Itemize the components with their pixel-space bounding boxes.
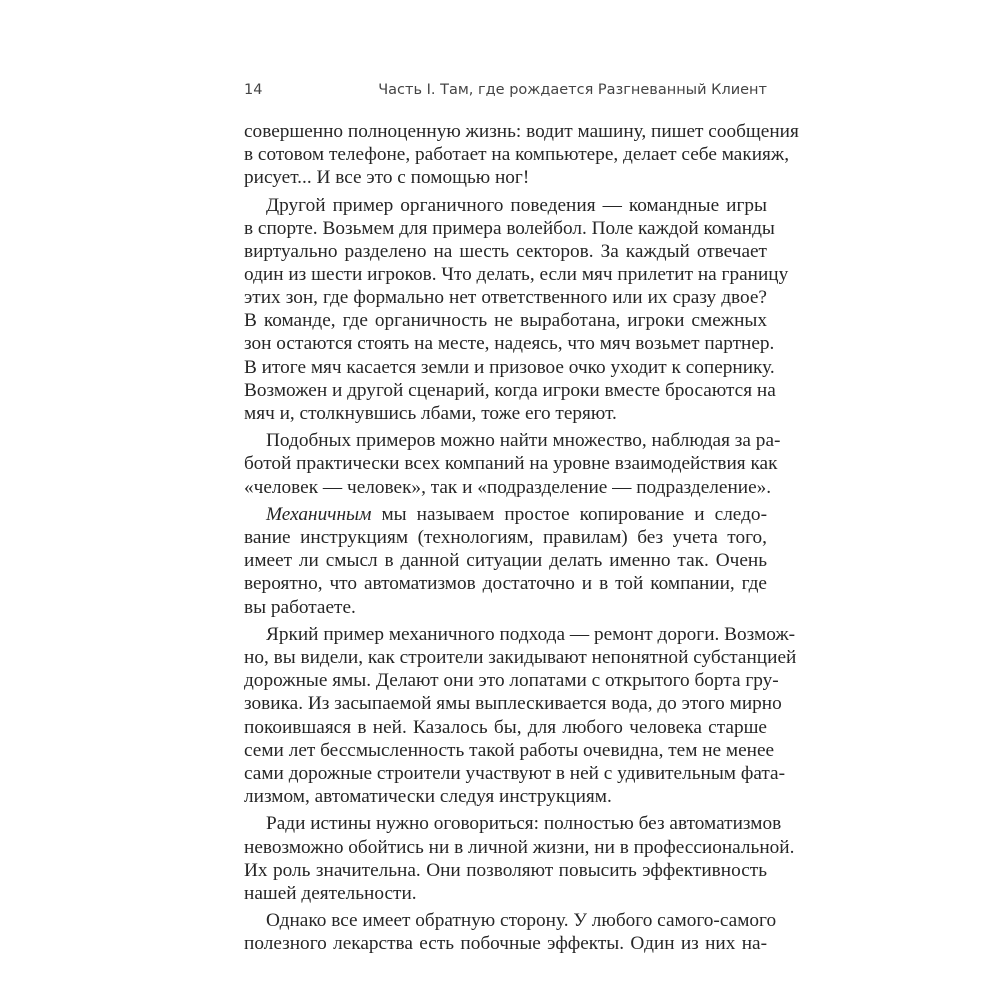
text-line: полезного лекарства есть побочные эффекты. Один из них на- xyxy=(244,933,767,955)
text-line: «человек — человек», так и «подразделение — подразделение». xyxy=(244,476,772,498)
text-line: дорожные ямы. Делают они это лопатами с открытого борта гру- xyxy=(244,670,779,692)
text-line: В команде, где органичность не выработана, игроки смежных xyxy=(244,310,767,332)
text-line: семи лет бессмысленность такой работы очевидна, тем не менее xyxy=(244,739,775,761)
text-line: сами дорожные строители участвуют в ней с удивительным фата- xyxy=(244,762,786,784)
text-line: рисует... И все это с помощью ног! xyxy=(244,167,530,189)
text-line: Другой пример органичного поведения — командные игры xyxy=(266,194,767,216)
text-line: один из шести игроков. Что делать, если мяч прилетит на границу xyxy=(244,264,789,286)
text-line: В итоге мяч касается земли и призовое очко уходит к сопернику. xyxy=(244,356,775,378)
text-line: покоившаяся в ней. Казалось бы, для любого человека старше xyxy=(244,716,767,738)
text-line: Однако все имеет обратную сторону. У любого самого-самого xyxy=(266,910,777,932)
italic-term: Механичным xyxy=(266,504,372,526)
text-line xyxy=(244,503,767,526)
text-line: Ради истины нужно оговориться: полностью без автоматизмов xyxy=(266,813,782,835)
text-line: ботой практически всех компаний на уровне взаимодействия как xyxy=(244,453,778,475)
text-line: Их роль значительна. Они позволяют повысить эффективность xyxy=(244,859,767,881)
text-line: но, вы видели, как строители закидывают непонятной субстанцией xyxy=(244,647,797,669)
text-line: лизмом, автоматически следуя инструкциям. xyxy=(244,785,612,807)
text-line: этих зон, где формально нет ответственного или их сразу двое? xyxy=(244,287,767,309)
text-line: зон остаются стоять на месте, надеясь, что мяч возьмет партнер. xyxy=(244,333,775,355)
text-line: мяч и, столкнувшись лбами, тоже его теряют. xyxy=(244,402,617,424)
text-line: вание инструкциям (технологиям, правилам) без учета того, xyxy=(244,527,767,549)
text-line: нашей деятельности. xyxy=(244,882,417,904)
text-line: зовика. Из засыпаемой ямы выплескивается вода, до этого мирно xyxy=(244,693,782,715)
running-head: Часть I. Там, где рождается Разгневанный Клиент xyxy=(378,82,767,98)
text-line: в спорте. Возьмем для примера волейбол. Поле каждой команды xyxy=(244,217,775,239)
text-line: вероятно, что автоматизмов достаточно и в той компании, где xyxy=(244,573,767,595)
text-line: в сотовом телефоне, работает на компьютере, делает себе макияж, xyxy=(244,144,790,166)
page-number: 14 xyxy=(244,82,263,98)
text-line: Возможен и другой сценарий, когда игроки вместе бросаются на xyxy=(244,379,776,401)
line-text: мы называем простое копирование и следо- xyxy=(381,504,767,526)
text-line: невозможно обойтись ни в личной жизни, ни в профессиональной. xyxy=(244,836,795,858)
text-line: имеет ли смысл в данной ситуации делать именно так. Очень xyxy=(244,550,767,572)
text-line: Подобных примеров можно найти множество, наблюдая за ра- xyxy=(266,430,781,452)
text-line: Яркий пример механичного подхода — ремонт дороги. Возмож- xyxy=(266,624,796,646)
text-line: виртуально разделено на шесть секторов. За каждый отвечает xyxy=(244,241,767,262)
text-line: вы работаете. xyxy=(244,596,356,618)
text-line: совершенно полноценную жизнь: водит машину, пишет сообщения xyxy=(244,121,799,142)
